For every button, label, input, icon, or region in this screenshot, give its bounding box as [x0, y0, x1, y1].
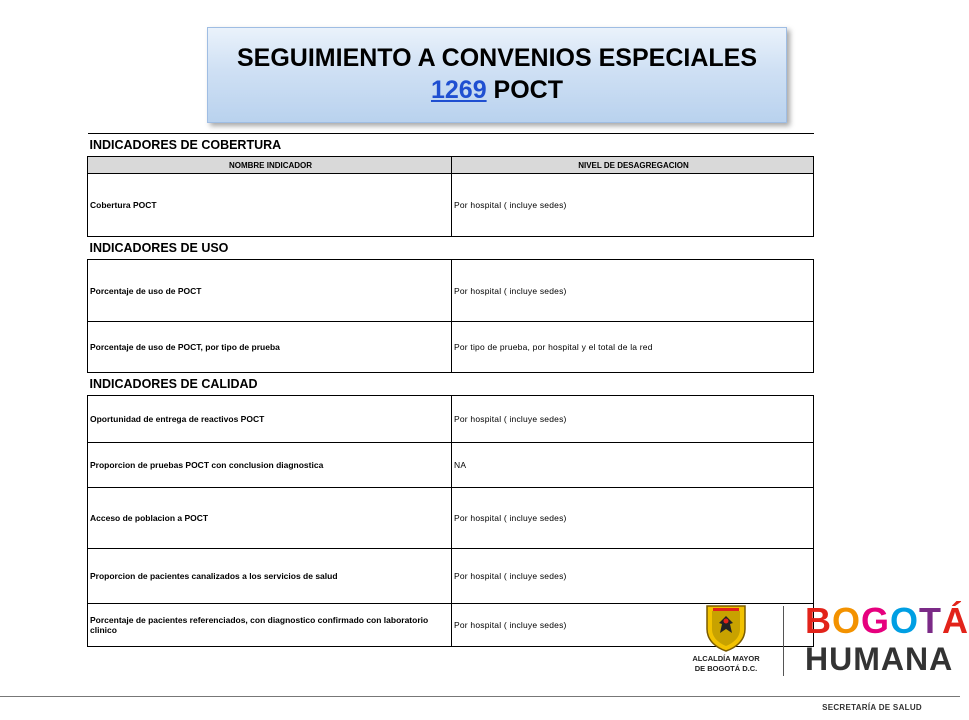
- table-row: [88, 260, 814, 322]
- bogota-coat-of-arms-icon: [703, 603, 749, 653]
- indicator-name: Oportunidad de entrega de reactivos POCT: [88, 396, 452, 443]
- column-header-nivel: NIVEL DE DESAGREGACION: [452, 157, 814, 174]
- indicator-level: Por hospital ( incluye sedes): [452, 260, 814, 322]
- section-title: INDICADORES DE USO: [88, 237, 814, 260]
- bogota-letter: O: [832, 600, 862, 641]
- indicator-level: Por hospital ( incluye sedes): [452, 549, 814, 604]
- table-row: [88, 443, 814, 488]
- indicator-name: Proporcion de pruebas POCT con conclusion diagnostica: [88, 443, 452, 488]
- indicator-name: Porcentaje de uso de POCT: [88, 260, 452, 322]
- section-calidad: [88, 373, 814, 396]
- convenio-link[interactable]: 1269: [430, 76, 487, 104]
- indicator-name: Cobertura POCT: [88, 174, 452, 237]
- indicator-level: Por hospital ( incluye sedes): [452, 174, 814, 237]
- table-row: [88, 549, 814, 604]
- indicator-level: Por hospital ( incluye sedes): [452, 604, 814, 647]
- indicator-name: Porcentaje de uso de POCT, por tipo de prueba: [88, 322, 452, 373]
- column-header-nombre: NOMBRE INDICADOR: [88, 157, 452, 174]
- bogota-letter: O: [890, 600, 920, 641]
- indicator-level: Por hospital ( incluye sedes): [452, 396, 814, 443]
- title-box: [207, 27, 787, 123]
- indicator-name: Porcentaje de pacientes referenciados, con diagnostico confirmado con laboratorio clinico: [88, 604, 452, 647]
- footer-divider: [0, 696, 960, 697]
- indicator-name: Acceso de poblacion a POCT: [88, 488, 452, 549]
- subtitle-suffix: POCT: [486, 76, 564, 104]
- table-row: [88, 322, 814, 373]
- alcaldia-label: [676, 654, 776, 674]
- section-cobertura: [88, 134, 814, 157]
- indicator-name: Proporcion de pacientes canalizados a los servicios de salud: [88, 549, 452, 604]
- logo-divider: [783, 606, 784, 676]
- page-title: SEGUIMIENTO A CONVENIOS ESPECIALES: [237, 44, 757, 72]
- indicator-level: Por tipo de prueba, por hospital y el total de la red: [452, 322, 814, 373]
- section-title: INDICADORES DE CALIDAD: [88, 373, 814, 396]
- table-row: [88, 488, 814, 549]
- bogota-letter: B: [805, 600, 832, 641]
- bogota-wordmark: [805, 602, 969, 640]
- humana-wordmark: HUMANA: [805, 641, 954, 677]
- bogota-letter: G: [861, 600, 891, 641]
- indicators-table: [87, 133, 814, 647]
- alcaldia-line2: DE BOGOTÁ D.C.: [694, 664, 758, 673]
- table-row: [88, 174, 814, 237]
- indicator-level: Por hospital ( incluye sedes): [452, 488, 814, 549]
- table-row: [88, 396, 814, 443]
- alcaldia-line1: ALCALDÍA MAYOR: [692, 654, 760, 663]
- footer-label: SECRETARÍA DE SALUD: [822, 703, 922, 712]
- bogota-letter: T: [919, 600, 943, 641]
- bogota-letter: Á: [942, 600, 969, 641]
- indicator-level: NA: [452, 443, 814, 488]
- table-header: [88, 157, 814, 174]
- section-title: INDICADORES DE COBERTURA: [88, 134, 814, 157]
- section-uso: [88, 237, 814, 260]
- page-subtitle: [208, 74, 786, 106]
